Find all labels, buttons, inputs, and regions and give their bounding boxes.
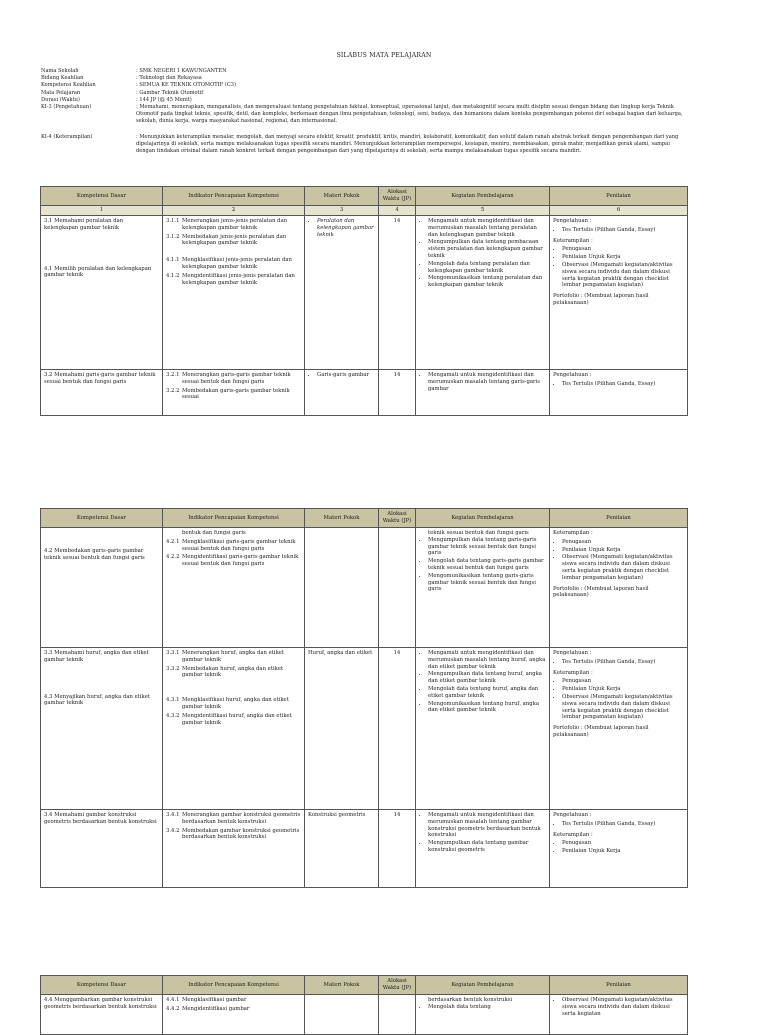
header-indikator: Indikator Pencapaian Kompetensi [163,509,305,528]
ipk-number: 4.2.2 [166,554,180,561]
ipk-text: Membedakan jenis-jenis peralatan dan kelengkapan gambar teknik [182,233,287,247]
syllabus-table-1 [40,186,688,416]
kegiatan-item: • Mengomunikasikan tentang garis-garis gambar teknik sesuai bentuk dan fungsi garis [428,573,546,593]
penilaian-cell [550,528,688,648]
table-row [41,528,688,648]
header-kompetensi-dasar: Kompetensi Dasar [41,187,163,206]
penilaian-cell [550,995,688,1035]
kd-cell [41,528,163,648]
ipk-text: Menerangkan huruf, angka dan etiket gambar teknik [182,650,285,663]
table-header-row [41,509,688,528]
ipk-number: 4.1.2 [166,272,180,279]
kegiatan-item: • Mengamati untuk mengidentifikasi dan merumuskan masalah tentang gambar konstruksi geometris berdasarkan bentuk konstruksi [428,812,546,839]
ipk-text: Menerangkan garis-garis gambar teknik sesuai bentuk dan fungsi garis [182,372,291,385]
info-key: Durasi (Waktu) [41,96,80,103]
header-penilaian: Penilaian [550,187,688,206]
kegiatan-item: • Mengolah data tentang huruf, angka dan etiket gambar teknik [428,686,546,700]
ipk-text: Mengidentifikasi jenis-jenis peralatan dan kelengkapan gambar teknik [182,272,295,286]
ipk-number: 3.4.2 [166,827,180,834]
kegiatan-item: • Mengumpulkan data tentang garis-garis gambar teknik sesuai bentuk dan fungsi garis [428,537,546,557]
kegiatan-continued: berdasarkan bentuk konstruksi [428,997,513,1003]
column-number: 5 [416,206,550,216]
jp-cell: 14 [379,370,416,416]
header-kegiatan: Kegiatan Pembelajaran [416,509,550,528]
materi-cell [305,370,379,416]
kd-cell: 4.4 Menggambarkan gambar konstruksi geometris berdasarkan bentuk konstruksi [41,995,163,1035]
ipk-cell [163,216,305,370]
portofolio-text: Portofolio : (Membuat laporan hasil pelaksanaan) [553,293,649,306]
ipk-number: 4.2.1 [166,538,180,545]
ipk-number: 4.4.2 [166,1005,180,1012]
materi-cell [305,528,379,648]
kd-cell [41,216,163,370]
ipk-number: 3.2.2 [166,387,180,394]
column-number: 2 [163,206,305,216]
kegiatan-item: • Mengumpulkan data tentang huruf, angka dan etiket gambar teknik [428,671,546,685]
kd-text: 4.2 Membedakan garis-garis gambar teknik sesuai bentuk dan fungsi garis [44,548,145,561]
penilaian-cell [550,648,688,810]
ipk-number: 3.1.2 [166,233,180,240]
ipk-number: 3.4.1 [166,812,180,818]
info-key: Bidang Keahlian [41,75,84,82]
penilaian-item: • Tes Tertulis (Pilihan Ganda, Essay) [562,821,684,828]
materi-text: • Garis-garis gambar [317,372,375,379]
info-row [41,97,689,104]
info-key: KI-4 (Keterampilan) [41,133,93,140]
header-indikator: Indikator Pencapaian Kompetensi [163,976,305,995]
kd-cell: 3.4 Memahami gambar konstruksi geometris berdasarkan bentuk konstruksi [41,810,163,888]
ipk-cell [163,810,305,888]
kegiatan-item: • Mengomunikasikan tentang huruf, angka dan etiket gambar teknik [428,701,546,715]
penilaian-item: • Observasi (Mengamati kegiatan/aktivitas siswa secara individu dan dalam diskusi serta kegiatan [562,997,684,1017]
info-row [41,134,689,156]
penilaian-item: • Tes Tertulis (Pilihan Ganda, Essay) [562,659,684,666]
ipk-cell [163,370,305,416]
info-row [41,90,689,97]
penilaian-item: • Observasi (Mengamati kegiatan/aktivitas siswa secara individu dan dalam diskusi serta kegiatan praktik dengan checklist lembar pengamatan kegiatan) [562,694,684,721]
materi-cell: Konstruksi geometris [305,810,379,888]
jp-cell: 14 [379,216,416,370]
table-row [41,810,688,888]
ipk-cell [163,648,305,810]
penilaian-cell [550,810,688,888]
header-penilaian: Penilaian [550,509,688,528]
info-key: KI-3 (Pengetahuan) [41,104,92,111]
materi-cell [305,995,379,1035]
jp-cell: 14 [379,810,416,888]
header-penilaian: Penilaian [550,976,688,995]
document-title: SILABUS MATA PELAJARAN [336,52,432,59]
penilaian-label: Pengetahuan : [553,650,592,656]
header-alokasi-waktu: Alokasi Waktu (JP) [379,509,416,528]
kegiatan-item: • Mengamati untuk mengidentifikasi dan merumuskan masalah tentang garis-garis gambar [428,372,546,392]
ipk-number: 3.1.1 [166,218,180,224]
syllabus-table-2 [40,508,688,888]
kd-cell [41,648,163,810]
kegiatan-cell [416,216,550,370]
ipk-text: Mengidentifikasi huruf, angka dan etiket gambar teknik [182,712,292,726]
kegiatan-item: • Mengomunikasikan tentang peralatan dan kelengkapan gambar teknik [428,275,546,289]
penilaian-item: • Penugasan [562,840,684,847]
info-key: Mata Pelajaran [41,89,81,96]
info-key: Kompetensi Keahlian [41,82,96,89]
kegiatan-cell [416,648,550,810]
table-row [41,648,688,810]
ipk-text: Mengklasifikasi huruf, angka dan etiket gambar teknik [182,697,289,710]
column-number: 1 [41,206,163,216]
kegiatan-cell [416,528,550,648]
header-kegiatan: Kegiatan Pembelajaran [416,187,550,206]
kegiatan-cell [416,810,550,888]
ipk-text: Mengidentifikasi gambar [182,1005,250,1012]
ipk-number: 3.2.1 [166,372,180,378]
penilaian-item: • Penugasan [562,246,684,253]
syllabus-table-3 [40,975,688,1035]
materi-cell: Huruf, angka dan etiket [305,648,379,810]
kd-text: 4.3 Menyajikan huruf, angka dan etiket gambar teknik [44,693,151,707]
penilaian-item: • Observasi (Mengamati kegiatan/aktivitas siswa secara individu dan dalam diskusi serta kegiatan praktik dengan checklist lembar pengamatan kegiatan) [562,262,684,289]
header-kompetensi-dasar: Kompetensi Dasar [41,976,163,995]
column-number: 4 [379,206,416,216]
portofolio-text: Portofolio : (Membuat laporan hasil pelaksanaan) [553,585,649,599]
table-row [41,216,688,370]
table-row [41,370,688,416]
kegiatan-item: • Mengamati untuk mengidentifikasi dan merumuskan masalah tentang huruf, angka dan etiket gambar teknik [428,650,546,670]
ipk-text: Mengklasifikasi gambar [182,997,247,1003]
kegiatan-cell [416,995,550,1035]
penilaian-cell [550,370,688,416]
info-value: : Menunjukkan keterampilan menalar, mengolah, dan menyaji secara efektif, kreatif, produktif, kritis, mandiri, kolaboratif, komunikatif, dan solutif dalam ranah abstrak terkait dengan pengembangan dari yang dipelajarinya di sekolah, serta mampu melaksanakan tugas spesifik secara mandiri. Menunjukkan keterampilan mempersepsi, kesiapan, meniru, membiasakan, gerak mahir, menjadikan gerak alami, sampai dengan tindakan orisinal dalam ranah konkret terkait dengan pengembangan dari yang dipelajarinya di sekolah, serta mampu melaksanakan tugas spesifik secara mandiri. [136,133,679,155]
kd-cell: 3.2 Memahami garis-garis gambar teknik sesuai bentuk dan fungsi garis [41,370,163,416]
penilaian-label: Keterampilan : [553,831,593,838]
penilaian-item: • Penugasan [562,678,684,685]
penilaian-item: • Penilaian Unjuk Kerja [562,848,684,855]
materi-text: • Peralatan dan kelengkapan gambar teknik [317,218,375,238]
penilaian-label: Pengetahuan : [553,372,592,378]
info-row [41,82,689,89]
header-materi-pokok: Materi Pokok [305,976,379,995]
header-materi-pokok: Materi Pokok [305,187,379,206]
info-key: Nama Sekolah [41,68,79,74]
penilaian-item: • Tes Tertulis (Pilihan Ganda, Essay) [562,227,684,234]
kegiatan-item: • Mengolah data tentang garis-garis gambar teknik sesuai bentuk dan fungsi garis [428,558,546,572]
ipk-cell [163,995,305,1035]
kegiatan-item: • Mengolah data tentang [428,1004,546,1011]
penilaian-item: • Penilaian Unjuk Kerja [562,547,684,554]
kegiatan-continued: teknik sesuai bentuk dan fungsi garis [428,530,529,536]
ipk-cell [163,528,305,648]
ipk-text: bentuk dan fungsi garis [182,530,246,536]
table-header-row [41,187,688,206]
penilaian-label: Pengetahuan : [553,812,592,818]
penilaian-label: Keterampilan : [553,530,593,536]
ipk-text: Membedakan huruf, angka dan etiket gambar teknik [182,665,284,679]
ipk-text: Menerangkan jenis-jenis peralatan dan kelengkapan gambar teknik [182,218,288,231]
info-value: : SEMUA KE TEKNIK OTOMOTIF (C3) [136,82,236,89]
kd-text: 4.1 Memilih peralatan dan kelengkapan gambar teknik [44,265,152,279]
header-kompetensi-dasar: Kompetensi Dasar [41,509,163,528]
info-row [41,104,689,126]
penilaian-label: Keterampilan : [553,669,593,676]
ipk-text: Mengidentifikasi garis-garis gambar teknik sesuai bentuk dan fungsi garis [182,554,299,568]
penilaian-label: Pengetahuan : [553,218,592,224]
kegiatan-item: • Mengolah data tentang peralatan dan kelengkapan gambar teknik [428,261,546,275]
info-value: : Gambar Teknik Otomotif [136,89,204,96]
kegiatan-item: • Mengumpulkan data tentang pembacaan sistem peralatan dan kelengkapan gambar teknik [428,239,546,259]
column-number: 6 [550,206,688,216]
kegiatan-item: • Mengumpulkan data tentang gambar konstruksi geometris [428,840,546,854]
penilaian-item: • Observasi (Mengamati kegiatan/aktivitas siswa secara individu dan dalam diskusi serta kegiatan praktik dengan checklist lembar pengamatan kegiatan) [562,554,684,581]
ipk-number: 3.3.2 [166,665,180,672]
info-row [41,68,689,75]
info-value: : SMK NEGERI 1 KAWUNGANTEN [136,68,227,74]
kd-text: 3.3 Memahami huruf, angka dan etiket gambar teknik [44,650,149,663]
header-alokasi-waktu: Alokasi Waktu (JP) [379,187,416,206]
ipk-number: 4.3.1 [166,697,180,704]
header-kegiatan: Kegiatan Pembelajaran [416,976,550,995]
materi-cell [305,216,379,370]
info-value: : Memahami, menerapkan, menganalisis, dan mengevaluasi tentang pengetahuan faktual, konseptual, operasional lanjut, dan metakognitif secara multi disiplin sesuai dengan bidang dan lingkup kerja Teknik Otomotif pada tingkat teknis, spesifik, detil, dan kompleks, berkenaan dengan ilmu pengetahuan, teknologi, seni, budaya, dan humaniora dalam konteks pengembangan potensi diri sebagai bagian dari keluarga, sekolah, dunia kerja, warga masyarakat nasional, regional, dan internasional. [136,104,683,125]
header-indikator: Indikator Pencapaian Kompetensi [163,187,305,206]
kegiatan-cell [416,370,550,416]
info-value: : Teknologi dan Rekayasa [136,75,202,82]
syllabus-info [41,68,689,155]
penilaian-item: • Penilaian Unjuk Kerja [562,686,684,693]
jp-cell: 14 [379,648,416,810]
ipk-text: Menerangkan gambar konstruksi geometris berdasarkan bentuk konstruksi [182,812,301,825]
header-materi-pokok: Materi Pokok [305,509,379,528]
column-number-row [41,206,688,216]
penilaian-item: • Tes Tertulis (Pilihan Ganda, Essay) [562,381,684,388]
kegiatan-item: • Mengamati untuk mengidentifikasi dan merumuskan masalah tentang peralatan dan kelengkapan gambar teknik [428,218,546,238]
info-value: : 144 JP (@ 45 Menit) [136,96,192,103]
jp-cell [379,995,416,1035]
ipk-number: 4.3.2 [166,712,180,719]
ipk-number: 4.4.1 [166,997,180,1003]
penilaian-item: • Penugasan [562,539,684,546]
penilaian-label: Keterampilan : [553,237,593,244]
penilaian-cell [550,216,688,370]
ipk-text: Membedakan gambar konstruksi geometris berdasarkan bentuk konstruksi [182,827,300,841]
ipk-text: Mengklasifikasi garis-garis gambar teknik sesuai bentuk dan fungsi garis [182,538,296,552]
ipk-text: Mengklasifikasi jenis-jenis peralatan dan kelengkapan gambar teknik [182,257,292,270]
table-header-row [41,976,688,995]
table-row [41,995,688,1035]
jp-cell [379,528,416,648]
portofolio-text: Portofolio : (Membuat laporan hasil pelaksanaan) [553,725,649,738]
column-number: 3 [305,206,379,216]
ipk-number: 3.3.1 [166,650,180,656]
penilaian-item: • Penilaian Unjuk Kerja [562,254,684,261]
kd-text: 3.1 Memahami peralatan dan kelengkapan gambar teknik [44,218,124,231]
header-alokasi-waktu: Alokasi Waktu (JP) [379,976,416,995]
ipk-number: 4.1.1 [166,257,180,264]
ipk-text: Membedakan garis-garis gambar teknik sesuai [182,387,290,401]
